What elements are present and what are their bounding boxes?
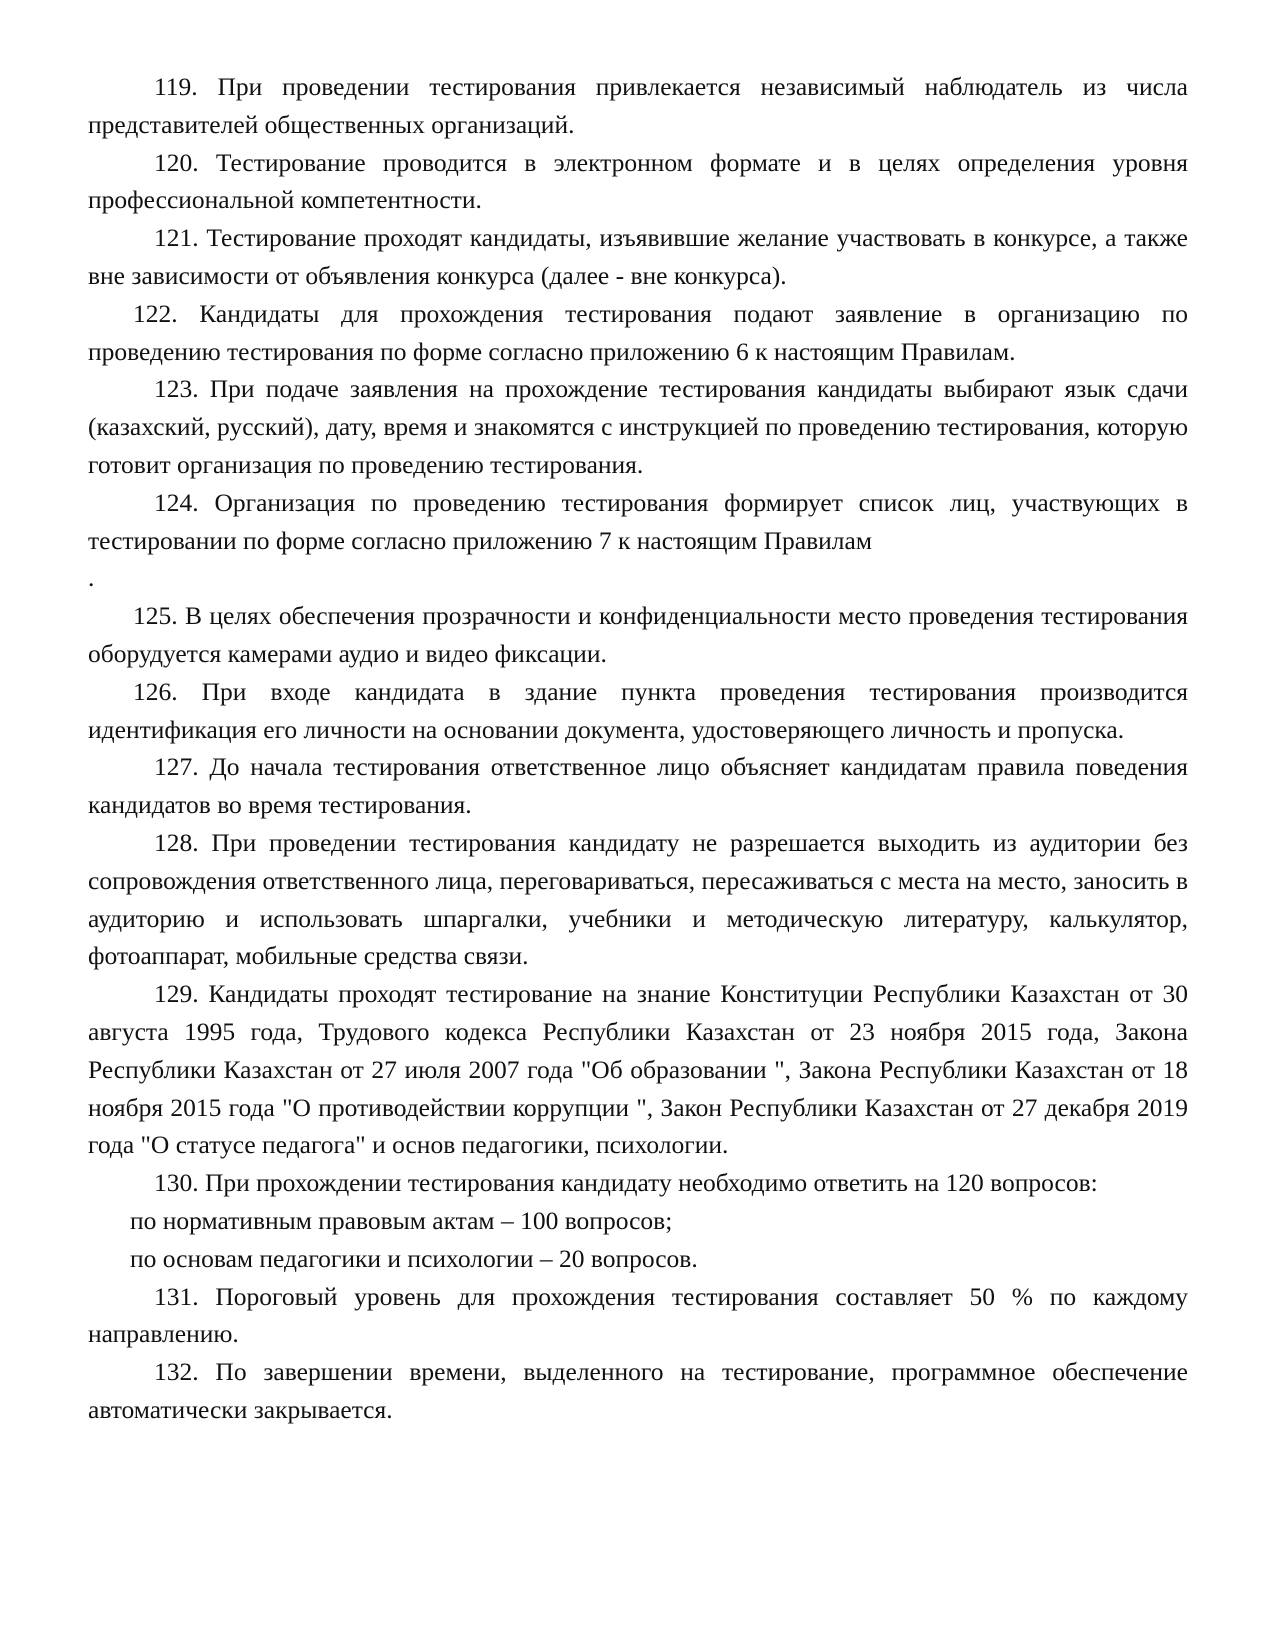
paragraph-123: 123. При подаче заявления на прохождение тестирования кандидаты выбирают язык сдачи (казахский, русский), дату, время и знакомятся с инструкцией по проведению тестирования, которую готовит организация по проведению тестирования. [88, 374, 1188, 479]
paragraph-132: 132. По завершении времени, выделенного на тестирование, программное обеспечение автоматически закрывается. [88, 1357, 1188, 1424]
document-page [88, 68, 1188, 1429]
paragraph-130: 130. При прохождении тестирования кандидату необходимо ответить на 120 вопросов: [154, 1168, 1098, 1198]
paragraph-119: 119. При проведении тестирования привлекается независимый наблюдатель из числа представителей общественных организаций. [88, 72, 1188, 139]
paragraph-122: 122. Кандидаты для прохождения тестирования подают заявление в организацию по проведению тестирования по форме согласно приложению 6 к настоящим Правилам. [88, 298, 1188, 366]
paragraph-126: 126. При входе кандидата в здание пункта проведения тестирования производится идентификация его личности на основании документа, удостоверяющего личность и пропуска. [88, 676, 1188, 744]
list-item-legal-acts: по нормативным правовым актам – 100 вопросов; [130, 1205, 673, 1235]
paragraph-120: 120. Тестирование проводится в электронном формате и в целях определения уровня профессиональной компетентности. [88, 147, 1188, 215]
paragraph-124: 124. Организация по проведению тестирования формирует список лиц, участвующих в тестировании по форме согласно приложению 7 к настоящим Правилам [88, 487, 1188, 555]
paragraph-121: 121. Тестирование проходят кандидаты, изъявившие желание участвовать в конкурсе, а также вне зависимости от объявления конкурса (далее - вне конкурса). [88, 223, 1188, 290]
paragraph-127: 127. До начала тестирования ответственное лицо объясняет кандидатам правила поведения кандидатов во время тестирования. [88, 752, 1188, 820]
paragraph-129: 129. Кандидаты проходят тестирование на знание Конституции Республики Казахстан от 30 августа 1995 года, Трудового кодекса Республики Казахстан от 23 ноября 2015 года, Закона Республики Казахстан от 27 июля 2007 года "Об образовании ", Закона Республики Казахстан от 18 ноября 2015 года "О противодействии коррупции ", Закон Республики Казахстан от 27 декабря 2019 года "О статусе педагога" и основ педагогики, психологии. [88, 979, 1188, 1160]
paragraph-125: 125. В целях обеспечения прозрачности и конфиденциальности место проведения тестирования оборудуется камерами аудио и видео фиксации. [88, 601, 1188, 668]
paragraph-124-tail: . [88, 563, 95, 593]
list-item-pedagogy: по основам педагогики и психологии – 20 вопросов. [130, 1243, 698, 1273]
paragraph-131: 131. Пороговый уровень для прохождения тестирования составляет 50 % по каждому направлению. [88, 1281, 1188, 1349]
paragraph-128: 128. При проведении тестирования кандидату не разрешается выходить из аудитории без сопровождения ответственного лица, переговариваться, пересаживаться с места на место, заносить в аудиторию и использовать шпаргалки, учебники и методическую литературу, калькулятор, фотоаппарат, мобильные средства связи. [88, 827, 1188, 971]
